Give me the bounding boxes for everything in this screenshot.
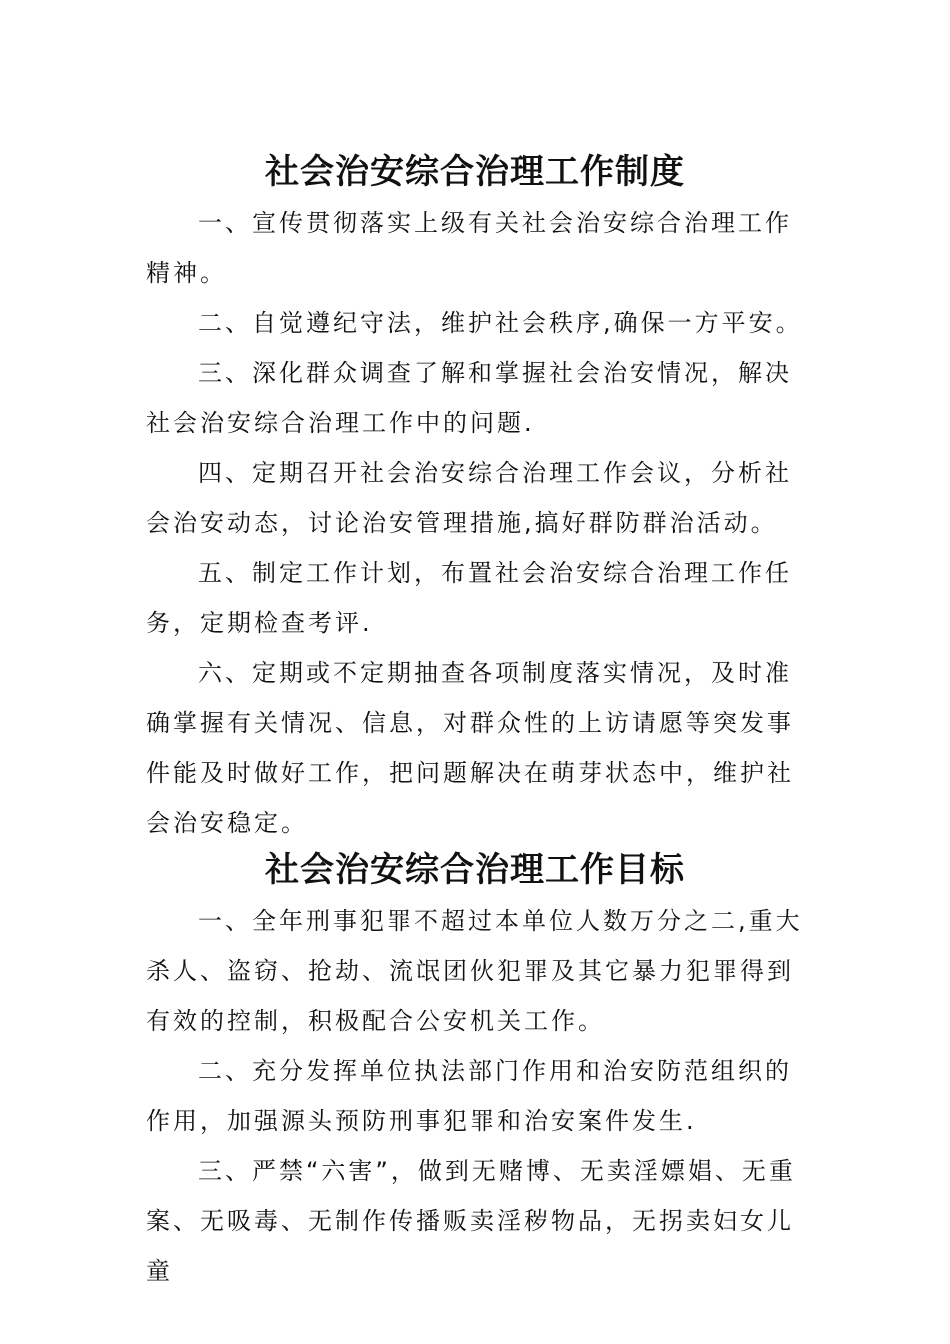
paragraph-system-2: 二、自觉遵纪守法，维护社会秩序,确保一方平安。 bbox=[198, 309, 803, 337]
paragraph-goals-2: 二、充分发挥单位执法部门作用和治安防范组织的作用，加强源头预防刑事犯罪和治安案件发生. bbox=[146, 1057, 792, 1135]
paragraph-goals-1: 一、全年刑事犯罪不超过本单位人数万分之二,重大杀人、盗窃、抢劫、流氓团伙犯罪及其它暴力犯罪得到有效的控制，积极配合公安机关工作。 bbox=[146, 907, 803, 1035]
paragraph-system-6: 六、定期或不定期抽查各项制度落实情况，及时准确掌握有关情况、信息，对群众性的上访请愿等突发事件能及时做好工作，把问题解决在萌芽状态中，维护社会治安稳定。 bbox=[146, 659, 794, 837]
paragraph-system-1: 一、宣传贯彻落实上级有关社会治安综合治理工作精神。 bbox=[146, 209, 792, 287]
paragraph-system-4: 四、定期召开社会治安综合治理工作会议，分析社会治安动态，讨论治安管理措施,搞好群防群治活动。 bbox=[146, 459, 792, 537]
paragraph-system-5: 五、制定工作计划，布置社会治安综合治理工作任务，定期检查考评. bbox=[146, 559, 792, 637]
paragraph-system-3: 三、深化群众调查了解和掌握社会治安情况，解决社会治安综合治理工作中的问题. bbox=[146, 359, 792, 437]
section-title-work-goals: 社会治安综合治理工作目标 bbox=[265, 849, 685, 890]
paragraph-goals-3: 三、严禁“六害”，做到无赌博、无卖淫嫖娼、无重案、无吸毒、无制作传播贩卖淫秽物品，无拐卖妇女儿童 bbox=[146, 1157, 796, 1285]
section-title-work-system: 社会治安综合治理工作制度 bbox=[265, 151, 685, 192]
